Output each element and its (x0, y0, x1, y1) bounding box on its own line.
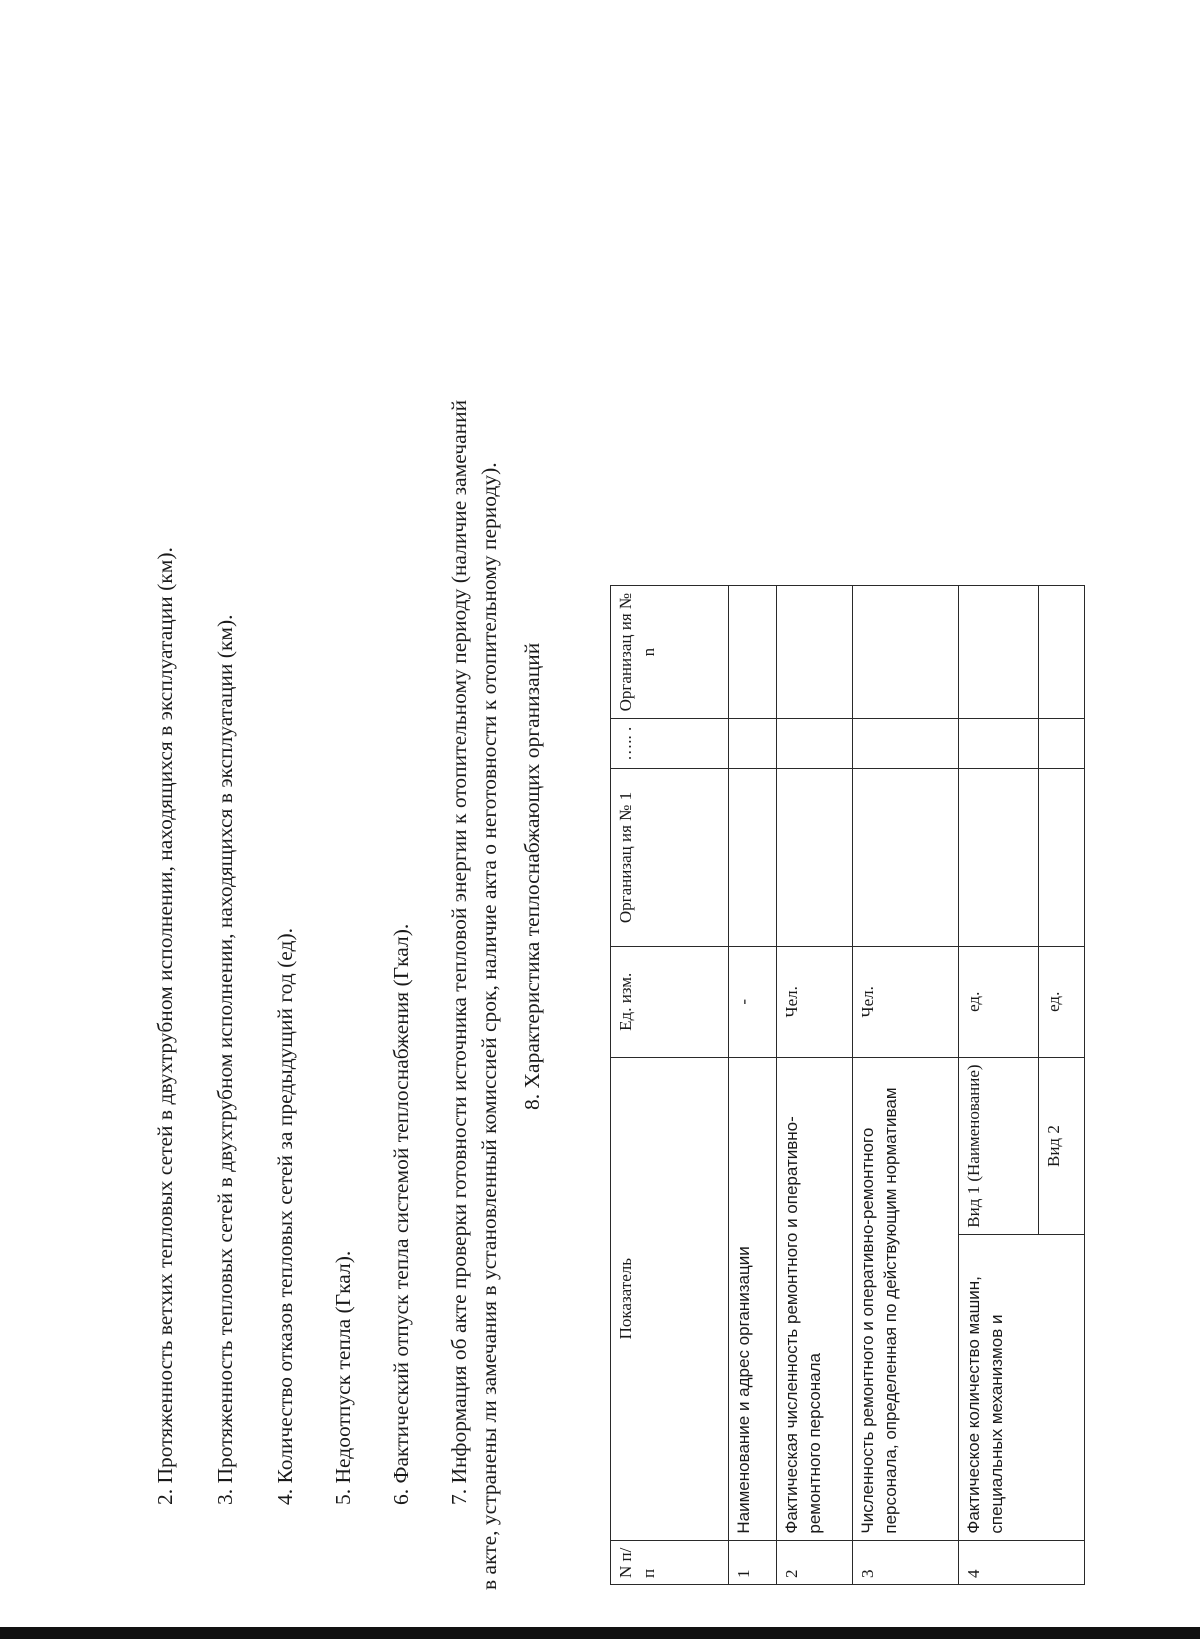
header-indicator: Показатель (611, 1057, 729, 1540)
row-indicator: Наименование и адрес организации (729, 1057, 777, 1540)
header-org-1: Организац ия № 1 (611, 769, 729, 947)
header-unit: Ед. изм. (611, 946, 729, 1057)
scan-edge-bar (0, 1627, 1200, 1639)
table-row (729, 586, 777, 1585)
row-unit: ед. (1039, 946, 1085, 1057)
cell-org-n (959, 586, 1039, 719)
paragraph-4: 4. Количество отказов тепловых сетей за предыдущий год (ед). (273, 928, 297, 1505)
paragraph-7-line-1: 7. Информация об акте проверки готовности источника тепловой энергии к отопительному периоду (наличие замечаний (447, 399, 471, 1505)
cell-ellipsis (1039, 719, 1085, 769)
cell-org-n (729, 586, 777, 719)
table-row (777, 586, 853, 1585)
row-subtype: Вид 2 (1039, 1057, 1085, 1235)
table-row (853, 586, 959, 1585)
row-num: 1 (729, 1540, 777, 1584)
cell-org-n (777, 586, 853, 719)
heat-supply-organizations-table (610, 585, 1085, 1585)
cell-org-1 (777, 769, 853, 947)
row-unit: ед. (959, 946, 1039, 1057)
row-num: 4 (959, 1540, 1085, 1584)
row-num: 2 (777, 1540, 853, 1584)
cell-org-1 (853, 769, 959, 947)
table-title: 8. Характеристика теплоснабжающих организаций (520, 642, 544, 1110)
row-indicator: Фактическое количество машин, специальных механизмов и (959, 1235, 1085, 1540)
table-row (959, 586, 1039, 1585)
row-unit: Чел. (777, 946, 853, 1057)
cell-ellipsis (729, 719, 777, 769)
cell-ellipsis (959, 719, 1039, 769)
cell-org-n (853, 586, 959, 719)
paragraph-7-line-2: в акте, устранены ли замечания в установленный комиссией срок, наличие акта о неготовности к отопительному периоду). (477, 462, 501, 1590)
cell-org-1 (729, 769, 777, 947)
cell-org-1 (1039, 769, 1085, 947)
paragraph-3: 3. Протяженность тепловых сетей в двухтрубном исполнении, находящихся в эксплуатации (км). (213, 614, 237, 1505)
paragraph-5: 5. Недоотпуск тепла (Гкал). (331, 1250, 355, 1505)
row-unit: - (729, 946, 777, 1057)
paragraph-6: 6. Фактический отпуск тепла системой теплоснабжения (Гкал). (389, 923, 413, 1505)
row-subtype: Вид 1 (Наименование) (959, 1057, 1039, 1235)
row-num: 3 (853, 1540, 959, 1584)
cell-ellipsis (853, 719, 959, 769)
row-unit: Чел. (853, 946, 959, 1057)
table-header-row (611, 586, 729, 1585)
header-num: N п/ п (611, 1540, 729, 1584)
row-indicator: Фактическая численность ремонтного и оперативно-ремонтного персонала (777, 1057, 853, 1540)
header-org-n: Организац ия № n (611, 586, 729, 719)
cell-org-n (1039, 586, 1085, 719)
cell-org-1 (959, 769, 1039, 947)
paragraph-2: 2. Протяженность ветхих тепловых сетей в двухтрубном исполнении, находящихся в эксплуатации (км). (153, 547, 177, 1505)
cell-ellipsis (777, 719, 853, 769)
header-ellipsis: ….. . (611, 719, 729, 769)
row-indicator: Численность ремонтного и оперативно-ремонтного персонала, определенная по действующим нормативам (853, 1057, 959, 1540)
rotated-page-content (150, 65, 1150, 1590)
